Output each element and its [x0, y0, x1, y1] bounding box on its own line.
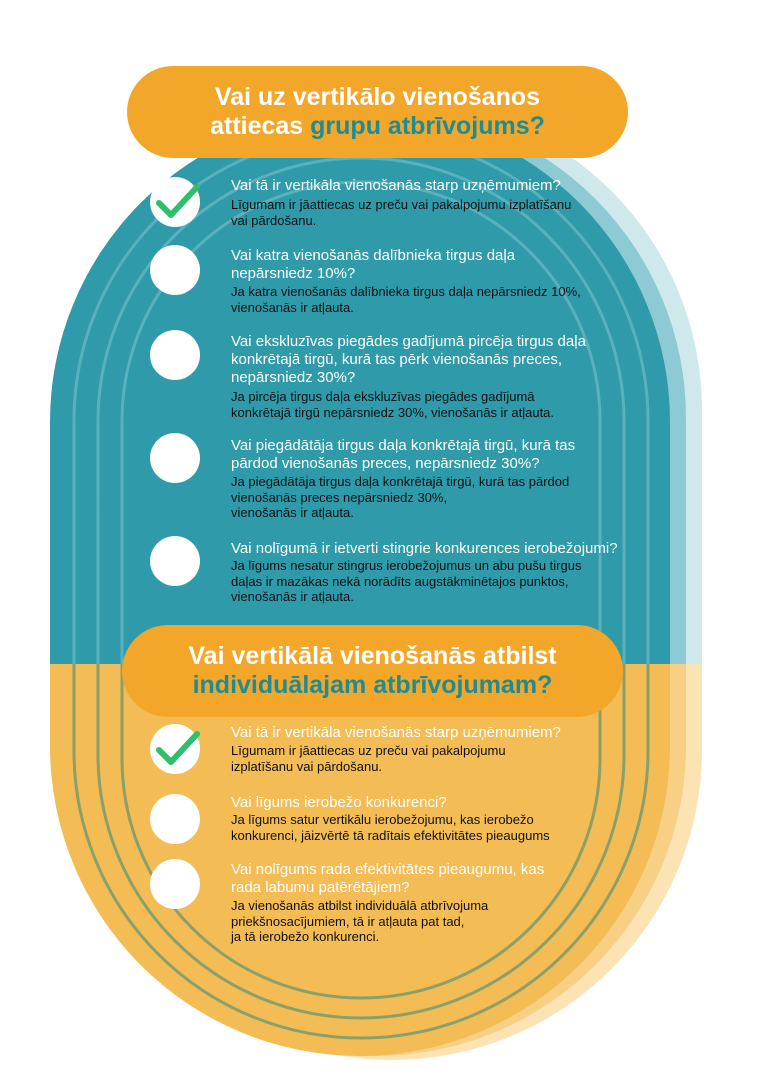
item-question-line: Vai tā ir vertikāla vienošanās starp uzņēmumiem?	[231, 177, 561, 194]
empty-circle-icon	[150, 245, 200, 295]
item-answer-line: priekšnosacījumiem, tā ir atļauta pat tad,	[231, 913, 465, 929]
item-question-line: Vai ekskluzīvas piegādes gadījumā pircēja tirgus daļa	[231, 333, 586, 350]
item-question	[231, 724, 561, 742]
item-question-line: Vai līgums ierobežo konkurenci?	[231, 794, 447, 811]
item-answer-line: vienošanās ir atļauta.	[231, 299, 354, 315]
section1-title-line1: Vai uz vertikālo vienošanos	[214, 83, 541, 111]
section1-title-plain: attiecas	[210, 112, 311, 140]
item-question	[231, 861, 544, 897]
item-answer	[231, 474, 569, 521]
item-answer	[231, 558, 581, 605]
section1-title-accent: grupu atbrīvojums?	[310, 112, 545, 140]
item-question	[231, 794, 447, 812]
item-answer-line: izplatīšanu vai pārdošanu.	[231, 758, 383, 774]
item-question-line: Vai tā ir vertikāla vienošanās starp uzņēmumiem?	[231, 724, 561, 741]
item-question	[231, 247, 515, 283]
item-question-line: Vai nolīgums rada efektivitātes pieaugumu, kas	[231, 861, 545, 878]
item-answer	[231, 743, 506, 774]
section2-title-line1: Vai vertikālā vienošanās atbilst	[188, 642, 557, 670]
check-icon	[150, 177, 200, 227]
item-answer-line: vienošanās ir atļauta.	[231, 505, 354, 520]
section2-title-line2: individuālajam atbrīvojumam?	[192, 671, 553, 699]
item-question-line: konkrētajā tirgū, kurā tas pērk vienošanās preces,	[231, 351, 563, 368]
item-answer-line: ja tā ierobežo konkurenci.	[231, 929, 380, 944]
item-question-line: nepārsniedz 10%?	[231, 265, 356, 282]
section1-title-line2	[127, 112, 628, 141]
item-answer-line: Līgumam ir jāattiecas uz preču vai pakalpojumu izplatīšanu	[231, 197, 572, 212]
check-icon	[150, 724, 200, 774]
item-question-line: nepārsniedz 30%?	[231, 369, 356, 386]
item-answer-line: daļas ir mazākas nekā norādīts augstākminētajos punktos,	[231, 573, 569, 589]
item-answer-line: vienošanās preces nepārsniedz 30%,	[231, 489, 448, 505]
item-question-line: rada labumu patērētājiem?	[231, 879, 410, 896]
item-answer	[231, 284, 581, 315]
item-question-line: Vai nolīgumā ir ietverti stingrie konkurences ierobežojumi?	[231, 540, 618, 557]
item-answer-line: vai pārdošanu.	[231, 212, 317, 228]
item-question	[231, 437, 575, 473]
item-answer-line: konkurenci, jāizvērtē tā radītais efektivitātes pieaugums	[231, 827, 550, 843]
checkmark-glyph	[156, 730, 200, 768]
item-question	[231, 540, 618, 558]
item-question-line: Vai piegādātāja tirgus daļa konkrētajā tirgū, kurā tas	[231, 437, 576, 454]
item-answer-line: Ja līgums satur vertikālu ierobežojumu, kas ierobežo	[231, 812, 534, 827]
item-question	[231, 333, 586, 387]
item-answer-line: Ja piegādātāja tirgus daļa konkrētajā tirgū, kurā tas pārdod	[231, 474, 570, 489]
item-answer	[231, 898, 488, 945]
item-question-line: Vai katra vienošanās dalībnieka tirgus daļa	[231, 247, 516, 264]
item-answer-line: konkrētajā tirgū nepārsniedz 30%, vienošanās ir atļauta.	[231, 404, 555, 420]
item-answer-line: Ja pircēja tirgus daļa ekskluzīvas piegādes gadījumā	[231, 389, 535, 404]
section1-title-banner	[127, 66, 628, 158]
empty-circle-icon	[150, 794, 200, 844]
empty-circle-icon	[150, 536, 200, 586]
item-answer-line: Ja vienošanās atbilst individuālā atbrīvojuma	[231, 898, 489, 913]
empty-circle-icon	[150, 433, 200, 483]
empty-circle-icon	[150, 859, 200, 909]
item-question	[231, 177, 561, 195]
section2-title-banner	[122, 625, 623, 717]
empty-circle-icon	[150, 330, 200, 380]
item-answer	[231, 812, 550, 843]
checkmark-glyph	[156, 183, 200, 221]
item-question-line: pārdod vienošanās preces, nepārsniedz 30%?	[231, 455, 540, 472]
item-answer-line: Ja katra vienošanās dalībnieka tirgus daļa nepārsniedz 10%,	[231, 284, 581, 299]
item-answer-line: Līgumam ir jāattiecas uz preču vai pakalpojumu	[231, 743, 506, 758]
item-answer	[231, 197, 571, 228]
item-answer-line: vienošanās ir atļauta.	[231, 589, 354, 604]
item-answer	[231, 389, 554, 420]
item-answer-line: Ja līgums nesatur stingrus ierobežojumus un abu pušu tirgus	[231, 558, 582, 573]
